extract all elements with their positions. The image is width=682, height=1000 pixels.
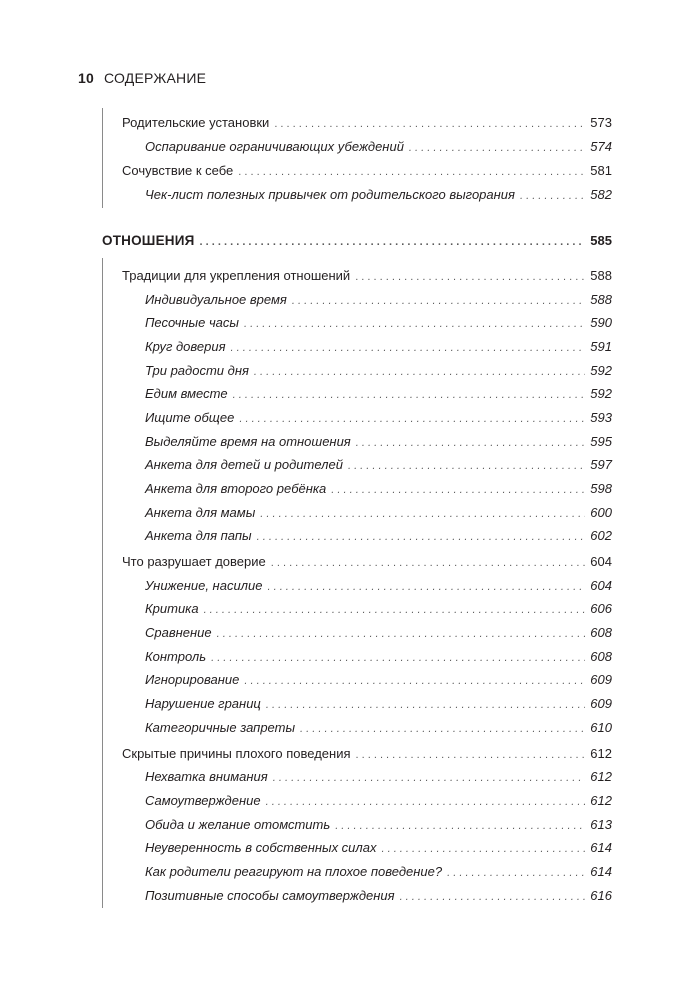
dot-leader [244,673,585,689]
toc-entry-title: Выделяйте время на отношения [145,434,351,449]
toc-entry-title: Песочные часы [145,315,239,330]
toc-entry[interactable] [122,746,612,763]
dot-leader [267,579,585,595]
toc-section-title: ОТНОШЕНИЯ [102,233,195,248]
toc-entry-title: Анкета для мамы [145,505,256,520]
toc-entry[interactable] [145,720,612,737]
section-rule [102,108,103,208]
toc-entry-page: 616 [590,888,612,903]
toc-entry[interactable] [145,888,612,905]
dot-leader [217,626,585,642]
toc-section-page: 585 [590,233,612,248]
toc-entry-title: Едим вместе [145,386,228,401]
toc-entry-page: 592 [590,386,612,401]
toc-entry-page: 573 [590,115,612,130]
toc-entry-page: 592 [590,363,612,378]
toc-entry-title: Как родители реагируют на плохое поведение? [145,864,443,879]
toc-entry-title: Индивидуальное время [145,292,287,307]
toc-entry[interactable] [122,163,612,180]
dot-leader [400,889,585,905]
toc-entry[interactable] [145,481,612,498]
dot-leader [409,140,585,156]
toc-entry-title: Круг доверия [145,339,226,354]
toc-entry-page: 609 [590,696,612,711]
toc-entry[interactable] [145,649,612,666]
toc-entry-title: Анкета для детей и родителей [145,457,343,472]
toc-entry[interactable] [145,601,612,618]
toc-entry-title: Критика [145,601,199,616]
toc-entry-title: Неуверенность в собственных силах [145,840,377,855]
toc-entry-page: 608 [590,625,612,640]
dot-leader [355,269,585,285]
toc-entry-title: Три радости дня [145,363,249,378]
toc-entry-title: Позитивные способы самоутверждения [145,888,395,903]
dot-leader [204,602,585,618]
toc-entry-title: Родительские установки [122,115,270,130]
dot-leader [211,650,585,666]
dot-leader [274,116,585,132]
toc-entry-page: 613 [590,817,612,832]
toc-entry-page: 600 [590,505,612,520]
dot-leader [331,482,585,498]
toc-entry-page: 598 [590,481,612,496]
toc-entry[interactable] [145,339,612,356]
toc-section[interactable] [102,233,612,250]
toc-entry-page: 609 [590,672,612,687]
toc-entry[interactable] [145,625,612,642]
toc-entry-page: 588 [590,268,612,283]
toc-entry[interactable] [145,672,612,689]
toc-entry-page: 612 [590,793,612,808]
toc-entry[interactable] [145,817,612,834]
toc-entry-title: Оспаривание ограничивающих убеждений [145,139,404,154]
toc-entry[interactable] [145,840,612,857]
toc-entry-page: 574 [590,139,612,154]
toc-entry[interactable] [145,292,612,309]
toc-entry-title: Категоричные запреты [145,720,296,735]
toc-entry-page: 593 [590,410,612,425]
toc-entry-title: Чек-лист полезных привычек от родительского выгорания [145,187,515,202]
dot-leader [266,697,585,713]
dot-leader [266,794,585,810]
toc-entry-title: Скрытые причины плохого поведения [122,746,351,761]
toc-entry-page: 612 [590,769,612,784]
toc-entry[interactable] [145,457,612,474]
toc-entry[interactable] [145,793,612,810]
toc-entry[interactable] [145,187,612,204]
toc-entry-page: 597 [590,457,612,472]
dot-leader [271,555,585,571]
running-title: СОДЕРЖАНИЕ [103,70,207,86]
dot-leader [292,293,585,309]
dot-leader [257,529,585,545]
toc-entry[interactable] [145,434,612,451]
dot-leader [335,818,585,834]
toc-entry[interactable] [145,578,612,595]
dot-leader [356,747,586,763]
toc-entry[interactable] [145,769,612,786]
toc-entry-page: 582 [590,187,612,202]
toc-entry[interactable] [122,268,612,285]
dot-leader [231,340,585,356]
dot-leader [520,188,585,204]
dot-leader [254,364,585,380]
toc-entry-page: 590 [590,315,612,330]
toc-entry[interactable] [122,554,612,571]
page-number: 10 [78,70,94,86]
toc-entry-page: 595 [590,434,612,449]
dot-leader [447,865,585,881]
page-header [78,70,206,86]
dot-leader [348,458,585,474]
toc-entry-title: Анкета для папы [145,528,252,543]
toc-entry-page: 604 [590,578,612,593]
dot-leader [300,721,585,737]
dot-leader [233,387,585,403]
toc-entry-page: 614 [590,840,612,855]
toc-entry[interactable] [122,115,612,132]
toc-entry[interactable] [145,139,612,156]
toc-entry-title: Обида и желание отомстить [145,817,331,832]
dot-leader [260,506,585,522]
dot-leader [200,234,585,250]
dot-leader [244,316,585,332]
toc-entry-title: Ищите общее [145,410,235,425]
toc-entry[interactable] [145,528,612,545]
dot-leader [238,164,585,180]
toc-entry[interactable] [145,410,612,427]
toc-entry-title: Унижение, насилие [145,578,263,593]
dot-leader [273,770,585,786]
toc-entry-page: 612 [590,746,612,761]
dot-leader [239,411,585,427]
toc-entry-title: Что разрушает доверие [122,554,266,569]
toc-entry[interactable] [145,363,612,380]
section-rule [102,258,103,908]
toc-entry-page: 610 [590,720,612,735]
toc-entry-page: 581 [590,163,612,178]
toc-entry-title: Игнорирование [145,672,240,687]
toc-entry-title: Нарушение границ [145,696,261,711]
toc-entry[interactable] [145,505,612,522]
toc-entry-title: Традиции для укрепления отношений [122,268,351,283]
dot-leader [356,435,585,451]
toc-entry-title: Анкета для второго ребёнка [145,481,327,496]
toc-entry-page: 604 [590,554,612,569]
toc-entry-title: Сочувствие к себе [122,163,234,178]
toc-entry-page: 608 [590,649,612,664]
toc-entry-page: 614 [590,864,612,879]
toc-entry-title: Сравнение [145,625,212,640]
toc-entry[interactable] [145,386,612,403]
toc-entry-title: Контроль [145,649,207,664]
toc-entry-title: Нехватка внимания [145,769,268,784]
toc-entry-page: 591 [590,339,612,354]
dot-leader [381,841,585,857]
toc-entry[interactable] [145,696,612,713]
toc-entry[interactable] [145,864,612,881]
toc-entry-page: 606 [590,601,612,616]
toc-entry-page: 602 [590,528,612,543]
toc-entry-title: Самоутверждение [145,793,261,808]
toc-entry[interactable] [145,315,612,332]
toc-entry-page: 588 [590,292,612,307]
